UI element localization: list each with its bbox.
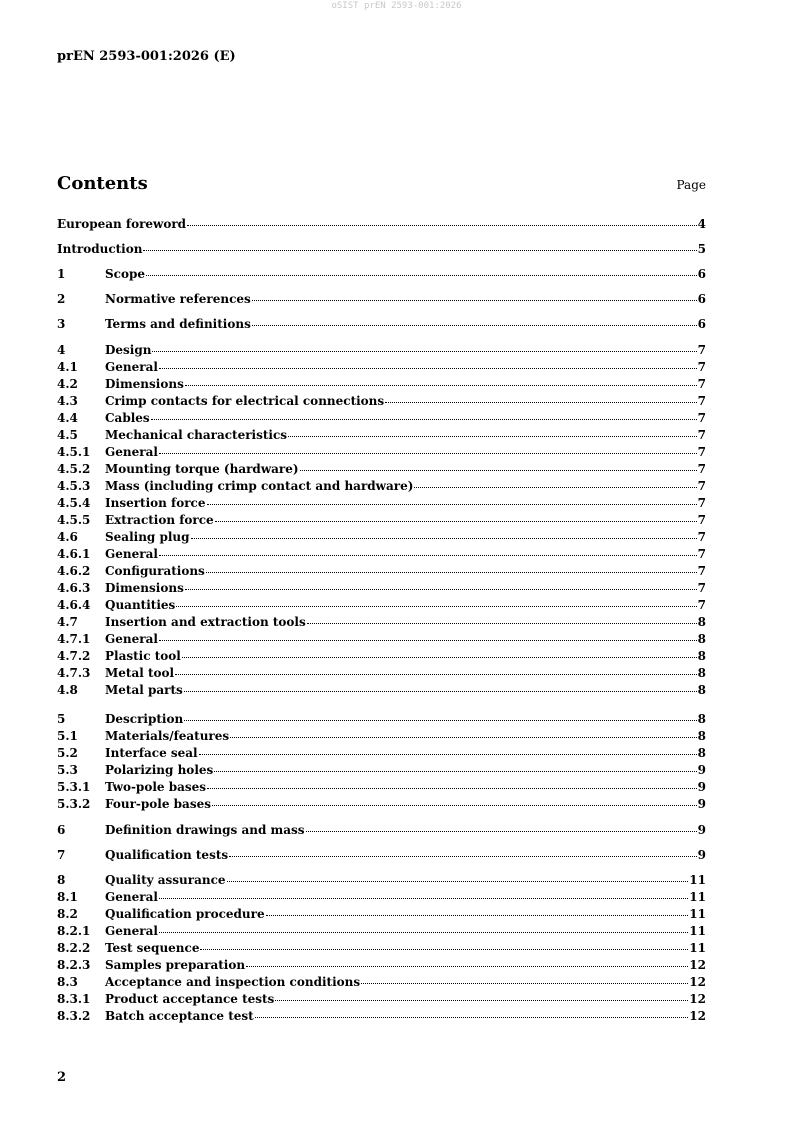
toc-entry-title: Four-pole bases xyxy=(105,797,211,811)
toc-entry-page: 9 xyxy=(697,848,706,862)
toc-dot-leader xyxy=(182,656,697,658)
toc-entry-page: 8 xyxy=(697,729,706,743)
toc-entry-number: 8.3 xyxy=(57,975,78,989)
toc-dot-leader xyxy=(187,224,697,226)
toc-entry-title: General xyxy=(105,547,158,561)
toc-entry-page: 6 xyxy=(697,317,706,331)
toc-entry-title: Samples preparation xyxy=(105,958,246,972)
toc-entry-page: 5 xyxy=(697,242,706,256)
contents-header xyxy=(57,172,706,196)
toc-entry-title: Cables xyxy=(105,411,150,425)
toc-entry-title: Materials/features xyxy=(105,729,230,743)
toc-entry-page: 8 xyxy=(697,666,706,680)
toc-entry-number: 4.5.4 xyxy=(57,496,91,510)
toc-entry-number: 4.5.5 xyxy=(57,513,91,527)
toc-entry-number: 3 xyxy=(57,317,66,331)
toc-entry-page: 7 xyxy=(697,496,706,510)
toc-entry-title: Acceptance and inspection conditions xyxy=(105,975,361,989)
toc-entry[interactable] xyxy=(57,291,706,307)
toc-entry-page: 7 xyxy=(697,377,706,391)
toc-entry-number: 8 xyxy=(57,873,66,887)
toc-entry-number: 4.8 xyxy=(57,683,78,697)
toc-entry-title: Normative references xyxy=(105,292,251,306)
toc-entry[interactable] xyxy=(57,461,706,477)
toc-dot-leader xyxy=(159,554,697,556)
toc-entry[interactable] xyxy=(57,580,706,596)
toc-dot-leader xyxy=(385,401,696,403)
toc-entry[interactable] xyxy=(57,682,706,698)
toc-entry-page: 7 xyxy=(697,581,706,595)
toc-entry[interactable] xyxy=(57,316,706,332)
toc-entry-title: Description xyxy=(105,712,184,726)
toc-dot-leader xyxy=(414,486,696,488)
toc-dot-leader xyxy=(159,639,697,641)
toc-entry-number: 4.2 xyxy=(57,377,78,391)
toc-dot-leader xyxy=(300,469,697,471)
toc-dot-leader xyxy=(227,880,689,882)
toc-entry-page: 8 xyxy=(697,746,706,760)
toc-entry-title: Product acceptance tests xyxy=(105,992,275,1006)
toc-entry-page: 11 xyxy=(689,873,706,887)
toc-dot-leader xyxy=(288,435,697,437)
toc-entry-number: 4.6.2 xyxy=(57,564,91,578)
toc-dot-leader xyxy=(176,605,696,607)
toc-entry-page: 8 xyxy=(697,683,706,697)
toc-entry-page: 7 xyxy=(697,479,706,493)
toc-entry[interactable] xyxy=(57,495,706,511)
toc-entry-title: Two-pole bases xyxy=(105,780,207,794)
toc-dot-leader xyxy=(252,324,697,326)
toc-entry-page: 7 xyxy=(697,445,706,459)
toc-entry-number: 4.6 xyxy=(57,530,78,544)
toc-entry-number: 4.4 xyxy=(57,411,78,425)
toc-entry[interactable] xyxy=(57,796,706,812)
toc-dot-leader xyxy=(207,503,697,505)
toc-entry-page: 4 xyxy=(697,217,706,231)
toc-entry-title: Mounting torque (hardware) xyxy=(105,462,299,476)
toc-entry[interactable] xyxy=(57,923,706,939)
toc-entry[interactable] xyxy=(57,745,706,761)
toc-dot-leader xyxy=(159,897,688,899)
toc-dot-leader xyxy=(146,274,697,276)
toc-entry-title: General xyxy=(105,445,158,459)
toc-entry[interactable] xyxy=(57,444,706,460)
toc-entry[interactable] xyxy=(57,991,706,1007)
toc-entry-title: European foreword xyxy=(57,217,187,231)
toc-entry-page: 7 xyxy=(697,360,706,374)
toc-entry-title: Configurations xyxy=(105,564,205,578)
toc-entry-number: 7 xyxy=(57,848,66,862)
page-number: 2 xyxy=(57,1070,67,1085)
toc-entry-title: Plastic tool xyxy=(105,649,181,663)
toc-entry-number: 4.5.3 xyxy=(57,479,91,493)
toc-entry[interactable] xyxy=(57,512,706,528)
toc-entry-page: 7 xyxy=(697,343,706,357)
toc-entry-page: 7 xyxy=(697,428,706,442)
toc-entry-title: Mass (including crimp contact and hardware) xyxy=(105,479,414,493)
toc-entry-page: 6 xyxy=(697,267,706,281)
toc-entry[interactable] xyxy=(57,728,706,744)
toc-entry-title: Introduction xyxy=(57,242,143,256)
toc-dot-leader xyxy=(175,673,697,675)
toc-entry-page: 7 xyxy=(697,513,706,527)
toc-dot-leader xyxy=(143,249,696,251)
toc-dot-leader xyxy=(252,299,697,301)
toc-entry-number: 6 xyxy=(57,823,66,837)
toc-dot-leader xyxy=(206,571,697,573)
toc-dot-leader xyxy=(159,931,688,933)
toc-entry-number: 4.6.4 xyxy=(57,598,91,612)
toc-entry[interactable] xyxy=(57,711,706,727)
toc-entry-title: Definition drawings and mass xyxy=(105,823,305,837)
toc-entry[interactable] xyxy=(57,266,706,282)
toc-entry-title: Extraction force xyxy=(105,513,214,527)
toc-dot-leader xyxy=(184,690,697,692)
toc-entry-number: 5.3.1 xyxy=(57,780,91,794)
watermark: oSIST prEN 2593-001:2026 xyxy=(331,1,462,11)
toc-entry-page: 11 xyxy=(689,890,706,904)
toc-entry-number: 8.2.2 xyxy=(57,941,91,955)
toc-entry-title: Crimp contacts for electrical connections xyxy=(105,394,385,408)
toc-entry-number: 4.7 xyxy=(57,615,78,629)
toc-entry-number: 8.2.1 xyxy=(57,924,91,938)
toc-dot-leader xyxy=(151,418,697,420)
toc-entry-title: Insertion force xyxy=(105,496,206,510)
toc-entry[interactable] xyxy=(57,546,706,562)
toc-entry-page: 7 xyxy=(697,530,706,544)
toc-entry-title: Interface seal xyxy=(105,746,198,760)
toc-entry-page: 9 xyxy=(697,797,706,811)
toc-entry[interactable] xyxy=(57,974,706,990)
toc-entry-page: 9 xyxy=(697,763,706,777)
toc-dot-leader xyxy=(159,452,697,454)
toc-entry-number: 5.2 xyxy=(57,746,78,760)
toc-entry[interactable] xyxy=(57,410,706,426)
toc-entry[interactable] xyxy=(57,665,706,681)
toc-entry-title: Test sequence xyxy=(105,941,200,955)
toc-entry-number: 8.3.1 xyxy=(57,992,91,1006)
toc-dot-leader xyxy=(214,770,696,772)
toc-entry-title: Quantities xyxy=(105,598,176,612)
toc-entry-title: Insertion and extraction tools xyxy=(105,615,306,629)
toc-dot-leader xyxy=(230,736,696,738)
toc-dot-leader xyxy=(200,948,688,950)
toc-entry-title: Qualification tests xyxy=(105,848,229,862)
toc-dot-leader xyxy=(306,830,697,832)
toc-entry-page: 7 xyxy=(697,547,706,561)
toc-dot-leader xyxy=(361,982,688,984)
toc-dot-leader xyxy=(266,914,689,916)
toc-dot-leader xyxy=(255,1016,689,1018)
toc-entry-number: 4.5.1 xyxy=(57,445,91,459)
toc-entry[interactable] xyxy=(57,957,706,973)
toc-entry-page: 7 xyxy=(697,411,706,425)
toc-entry[interactable] xyxy=(57,648,706,664)
toc-dot-leader xyxy=(152,350,696,352)
toc-entry[interactable] xyxy=(57,241,706,257)
toc-dot-leader xyxy=(275,999,688,1001)
toc-dot-leader xyxy=(307,622,697,624)
toc-entry[interactable] xyxy=(57,906,706,922)
toc-entry[interactable] xyxy=(57,427,706,443)
toc-entry[interactable] xyxy=(57,779,706,795)
page-column-label: Page xyxy=(676,178,706,192)
toc-entry-number: 8.1 xyxy=(57,890,78,904)
toc-entry[interactable] xyxy=(57,822,706,838)
toc-entry-page: 9 xyxy=(697,780,706,794)
toc-entry-number: 4.6.1 xyxy=(57,547,91,561)
toc-entry-title: Terms and definitions xyxy=(105,317,251,331)
toc-entry-number: 4.7.2 xyxy=(57,649,91,663)
toc-entry-number: 5.3.2 xyxy=(57,797,91,811)
toc-entry[interactable] xyxy=(57,889,706,905)
toc-entry[interactable] xyxy=(57,478,706,494)
toc-dot-leader xyxy=(199,753,697,755)
toc-entry-title: General xyxy=(105,360,158,374)
toc-entry-number: 4.7.1 xyxy=(57,632,91,646)
toc-entry[interactable] xyxy=(57,216,706,232)
toc-entry-number: 8.2 xyxy=(57,907,78,921)
toc-entry-page: 8 xyxy=(697,649,706,663)
toc-entry-page: 7 xyxy=(697,394,706,408)
toc-entry-number: 4.5.2 xyxy=(57,462,91,476)
toc-entry[interactable] xyxy=(57,342,706,358)
toc-entry-number: 4.6.3 xyxy=(57,581,91,595)
toc-dot-leader xyxy=(246,965,688,967)
toc-entry-number: 4.5 xyxy=(57,428,78,442)
toc-entry-number: 8.3.2 xyxy=(57,1009,91,1023)
toc-entry-number: 4.1 xyxy=(57,360,78,374)
toc-entry-title: Metal tool xyxy=(105,666,175,680)
toc-entry[interactable] xyxy=(57,1008,706,1024)
toc-entry-title: Scope xyxy=(105,267,146,281)
toc-entry[interactable] xyxy=(57,376,706,392)
document-id: prEN 2593-001:2026 (E) xyxy=(57,49,236,64)
toc-entry-number: 5 xyxy=(57,712,66,726)
toc-entry[interactable] xyxy=(57,563,706,579)
toc-entry-title: Polarizing holes xyxy=(105,763,214,777)
toc-dot-leader xyxy=(212,804,697,806)
toc-entry[interactable] xyxy=(57,529,706,545)
contents-title: Contents xyxy=(57,173,148,194)
toc-dot-leader xyxy=(207,787,697,789)
toc-entry-number: 4.7.3 xyxy=(57,666,91,680)
toc-entry-title: Qualification procedure xyxy=(105,907,265,921)
toc-entry-number: 4.3 xyxy=(57,394,78,408)
toc-entry-page: 8 xyxy=(697,615,706,629)
toc-entry-page: 12 xyxy=(689,958,706,972)
toc-entry-number: 5.1 xyxy=(57,729,78,743)
toc-entry-page: 8 xyxy=(697,712,706,726)
toc-entry-page: 12 xyxy=(689,975,706,989)
toc-entry-page: 9 xyxy=(697,823,706,837)
toc-entry-number: 8.2.3 xyxy=(57,958,91,972)
toc-entry-page: 7 xyxy=(697,598,706,612)
toc-dot-leader xyxy=(191,537,697,539)
toc-entry[interactable] xyxy=(57,940,706,956)
toc-entry-title: General xyxy=(105,924,158,938)
toc-entry-title: Design xyxy=(105,343,152,357)
toc-entry-number: 4 xyxy=(57,343,66,357)
toc-entry-title: Mechanical characteristics xyxy=(105,428,288,442)
toc-entry[interactable] xyxy=(57,597,706,613)
toc-entry-number: 1 xyxy=(57,267,66,281)
toc-entry[interactable] xyxy=(57,762,706,778)
toc-entry-title: General xyxy=(105,632,158,646)
toc-entry[interactable] xyxy=(57,631,706,647)
toc-entry-title: Dimensions xyxy=(105,377,184,391)
toc-entry-page: 12 xyxy=(689,992,706,1006)
toc-entry-page: 7 xyxy=(697,462,706,476)
toc-entry[interactable] xyxy=(57,359,706,375)
toc-entry-number: 5.3 xyxy=(57,763,78,777)
toc-entry[interactable] xyxy=(57,847,706,863)
toc-dot-leader xyxy=(159,367,697,369)
toc-entry-page: 8 xyxy=(697,632,706,646)
toc-entry-title: Metal parts xyxy=(105,683,183,697)
toc-entry-page: 11 xyxy=(689,907,706,921)
toc-entry-page: 12 xyxy=(689,1009,706,1023)
toc-dot-leader xyxy=(215,520,697,522)
toc-dot-leader xyxy=(185,384,697,386)
toc-dot-leader xyxy=(229,855,697,857)
toc-entry-page: 11 xyxy=(689,941,706,955)
toc-entry-title: General xyxy=(105,890,158,904)
toc-entry-title: Dimensions xyxy=(105,581,184,595)
toc-dot-leader xyxy=(185,588,697,590)
toc-dot-leader xyxy=(184,719,696,721)
toc-entry[interactable] xyxy=(57,614,706,630)
toc-entry-title: Batch acceptance test xyxy=(105,1009,254,1023)
toc-entry-number: 2 xyxy=(57,292,66,306)
toc-entry-page: 11 xyxy=(689,924,706,938)
toc-entry[interactable] xyxy=(57,872,706,888)
toc-entry-title: Sealing plug xyxy=(105,530,190,544)
toc-entry-title: Quality assurance xyxy=(105,873,226,887)
toc-entry-page: 7 xyxy=(697,564,706,578)
toc-entry[interactable] xyxy=(57,393,706,409)
toc-entry-page: 6 xyxy=(697,292,706,306)
